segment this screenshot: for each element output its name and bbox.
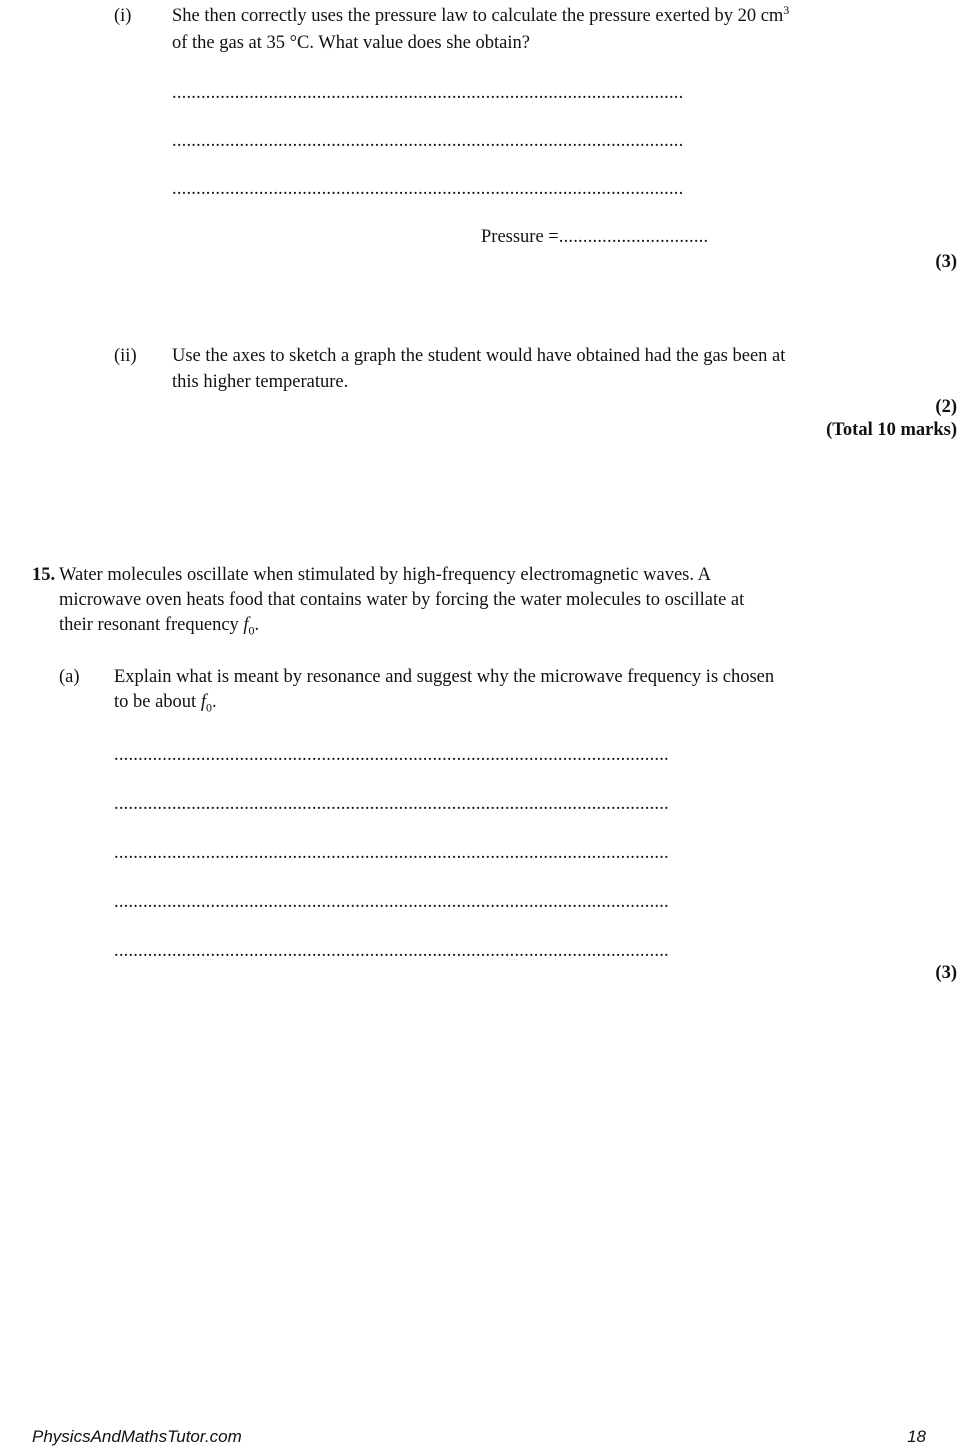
frequency-subscript: 0 — [205, 700, 212, 715]
marks-badge: (2) — [935, 397, 957, 417]
frequency-symbol: f — [243, 615, 249, 635]
answer-line[interactable]: ................................................................................................................... — [114, 892, 669, 912]
q15-part-a-line2-end: . — [211, 692, 217, 712]
q15-line1: Water molecules oscillate when stimulated by high-frequency electromagnetic waves. A — [59, 565, 711, 585]
page-number: 18 — [907, 1427, 926, 1446]
q15-part-a-line1: Explain what is meant by resonance and suggest why the microwave frequency is chosen — [114, 667, 775, 687]
q14-part-i-line1-text: She then correctly uses the pressure law to calculate the pressure exerted by 20 cm — [172, 6, 784, 26]
q15-part-a-line2-text: to be about — [114, 692, 201, 712]
q15-line3 — [59, 612, 259, 638]
q15-line3-text: their resonant frequency — [59, 615, 244, 635]
marks-badge: (3) — [935, 252, 957, 272]
q14-part-i-line1 — [172, 3, 789, 29]
answer-line[interactable]: .......................................................................................................... — [172, 83, 684, 103]
footer-site: PhysicsAndMathsTutor.com — [32, 1427, 242, 1446]
marks-badge: (3) — [935, 963, 957, 983]
q15-part-a-label: (a) — [59, 667, 80, 687]
q15-part-a-line2 — [114, 689, 217, 715]
answer-line[interactable]: ................................................................................................................... — [114, 843, 669, 863]
q14-part-i-line2: of the gas at 35 °C. What value does she obtain? — [172, 33, 530, 53]
q14-part-ii-line1: Use the axes to sketch a graph the student would have obtained had the gas been at — [172, 346, 786, 366]
pressure-label: Pressure = — [481, 227, 559, 247]
cubic-superscript: 3 — [783, 2, 790, 17]
q15-line3-end: . — [254, 615, 260, 635]
answer-line[interactable]: ................................................................................................................... — [114, 941, 669, 961]
q14-part-ii-label: (ii) — [114, 346, 137, 366]
q15-number: 15. — [32, 565, 56, 585]
q14-part-ii-line2: this higher temperature. — [172, 372, 349, 392]
answer-line[interactable]: .......................................................................................................... — [172, 131, 684, 151]
q14-part-i-label: (i) — [114, 6, 132, 26]
pressure-answer — [481, 224, 708, 250]
frequency-symbol: f — [200, 692, 206, 712]
q15-line2: microwave oven heats food that contains water by forcing the water molecules to oscillate at — [59, 590, 745, 610]
total-marks: (Total 10 marks) — [826, 420, 957, 440]
frequency-subscript: 0 — [248, 623, 255, 638]
answer-line[interactable]: ................................................................................................................... — [114, 745, 669, 765]
answer-line[interactable]: .......................................................................................................... — [172, 179, 684, 199]
pressure-answer-line[interactable]: ............................... — [558, 227, 709, 247]
answer-line[interactable]: ................................................................................................................... — [114, 794, 669, 814]
